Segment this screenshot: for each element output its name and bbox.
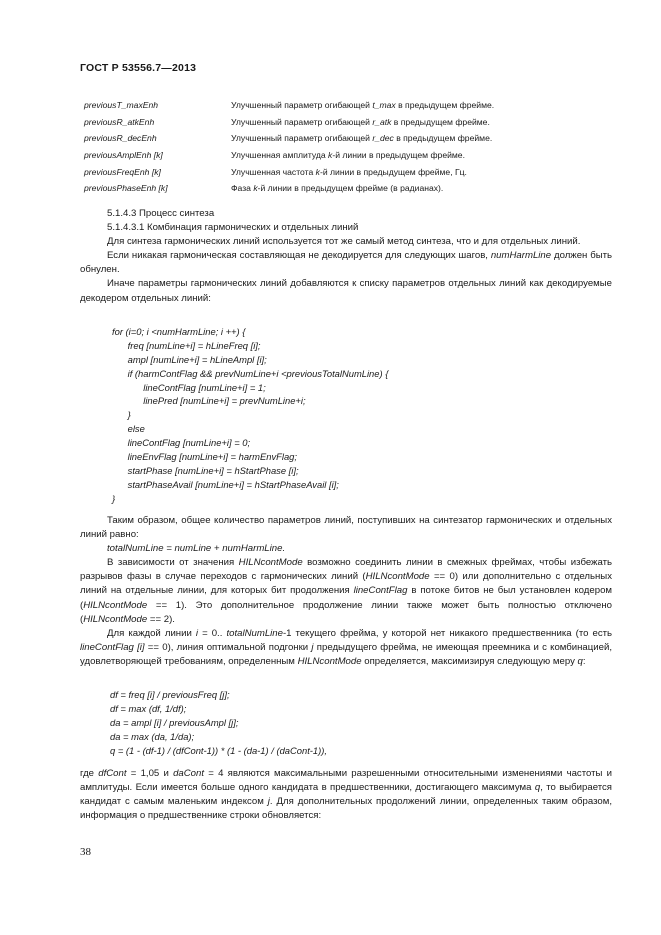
- synthesis-section: [80, 207, 612, 306]
- page-header: ГОСТ Р 53556.7—2013: [80, 62, 197, 74]
- code-line: freq [numLine+i] = hLineFreq [i];: [112, 339, 261, 351]
- code-line: else: [112, 423, 145, 435]
- page-number: 38: [80, 846, 91, 858]
- definition-description: Фаза k-й линии в предыдущем фрейме (в радианах).: [231, 183, 444, 194]
- formula: totalNumLine = numLine + numHarmLine.: [107, 543, 286, 555]
- code-line: q = (1 - (df-1) / (dfCont-1)) * (1 - (da-1) / (daCont-1)),: [110, 744, 327, 756]
- code-line: da = ampl [i] / previousAmpl [j];: [110, 716, 239, 728]
- code-block-harmonic-lines: [112, 325, 388, 506]
- code-line: da = max (da, 1/da);: [110, 730, 195, 742]
- code-line: for (i=0; i <numHarmLine; i ++) {: [112, 326, 246, 337]
- paragraph: В зависимости от значения HILNcontMode возможно соединить линии в смежных фреймах, чтобы избежать разрывов фазы в случае переходов с гармонических линий (HILNcontMode == 0) или дополнительно с отдельных линий на отдельные линии, для которых бит продолжения lineContFlag в потоке битов не был установлен кодером (HILNcontMode == 1). Это дополнительное продолжение линии также может быть полностью отключено (HILNcontMode == 2).: [80, 557, 613, 625]
- code-line: linePred [numLine+i] = prevNumLine+i;: [112, 395, 306, 407]
- definition-row: [84, 180, 604, 197]
- section-heading: 5.1.4.3 Процесс синтеза: [107, 208, 215, 219]
- definition-row: [84, 114, 604, 131]
- definition-description: Улучшенная амплитуда k-й линии в предыдущем фрейме.: [231, 150, 465, 161]
- definition-term: previousT_maxEnh: [84, 100, 159, 111]
- subsection-heading: 5.1.4.3.1 Комбинация гармонических и отдельных линий: [107, 222, 359, 234]
- code-line: df = freq [i] / previousFreq [j];: [110, 689, 230, 700]
- code-line: ampl [numLine+i] = hLineAmpl [i];: [112, 353, 267, 365]
- total-lines-section: [80, 514, 612, 669]
- paragraph: Таким образом, общее количество параметров линий, поступивших на синтезатор гармонических и отдельных линий равно:: [80, 515, 612, 541]
- paragraph: Иначе параметры гармонических линий добавляются к списку параметров отдельных линий как декодируемые декодером отдельных линий:: [80, 278, 612, 304]
- definition-term: previousR_decEnh: [84, 133, 157, 144]
- definitions-list: [84, 97, 604, 197]
- definition-description: Улучшенный параметр огибающей t_max в предыдущем фрейме.: [231, 100, 495, 111]
- definition-term: previousFreqEnh [k]: [84, 166, 161, 177]
- code-line: }: [112, 492, 116, 504]
- constants-section: [80, 767, 612, 823]
- paragraph: Для каждой линии i = 0.. totalNumLine-1 текущего фрейма, у которой нет никакого предшественника (то есть lineContFlag [i] == 0), линия оптимальной подгонки j предыдущего фрейма, не имеющая преемника и с комбинацией, удовлетворяющей требованиям, определенным HILNcontMode определяется, максимизируя следующую меру q:: [80, 627, 613, 667]
- code-line: startPhase [numLine+i] = hStartPhase [i];: [112, 464, 299, 476]
- code-block-measure: [110, 688, 327, 757]
- definition-row: [84, 147, 604, 164]
- code-line: }: [112, 409, 131, 421]
- code-line: lineEnvFlag [numLine+i] = harmEnvFlag;: [112, 451, 297, 463]
- paragraph: Для синтеза гармонических линий используется тот же самый метод синтеза, что и для отдельных линий.: [107, 236, 581, 248]
- definition-description: Улучшенный параметр огибающей r_atk в предыдущем фрейме.: [231, 116, 490, 127]
- code-line: lineContFlag [numLine+i] = 1;: [112, 381, 266, 393]
- code-line: if (harmContFlag && prevNumLine+i <previousTotalNumLine) {: [112, 367, 389, 379]
- code-line: df = max (df, 1/df);: [110, 702, 187, 714]
- definition-row: [84, 163, 604, 180]
- definition-term: previousAmplEnh [k]: [84, 150, 163, 161]
- definition-description: Улучшенная частота k-й линии в предыдущем фрейме, Гц.: [231, 166, 467, 177]
- definition-term: previousR_atkEnh: [84, 116, 155, 127]
- paragraph: где dfCont = 1,05 и daCont = 4 являются максимальными разрешенными относительными изменениями частоты и амплитуды. Если имеется больше одного кандидата в предшественники, достигающего максимума q, то выбирается кандидат с самым маленьким индексом j. Для дополнительных продолжений линии, определенных таким образом, информация о предшественнике строки обновляется:: [80, 768, 613, 822]
- definition-row: [84, 97, 604, 114]
- code-line: lineContFlag [numLine+i] = 0;: [112, 437, 251, 449]
- paragraph: Если никакая гармоническая составляющая не декодируется для следующих шагов, numHarmLine должен быть обнулен.: [80, 250, 612, 276]
- code-line: startPhaseAvail [numLine+i] = hStartPhaseAvail [i];: [112, 478, 339, 490]
- definition-description: Улучшенный параметр огибающей r_dec в предыдущем фрейме.: [231, 133, 493, 144]
- definition-term: previousPhaseEnh [k]: [84, 183, 168, 194]
- definition-row: [84, 130, 604, 147]
